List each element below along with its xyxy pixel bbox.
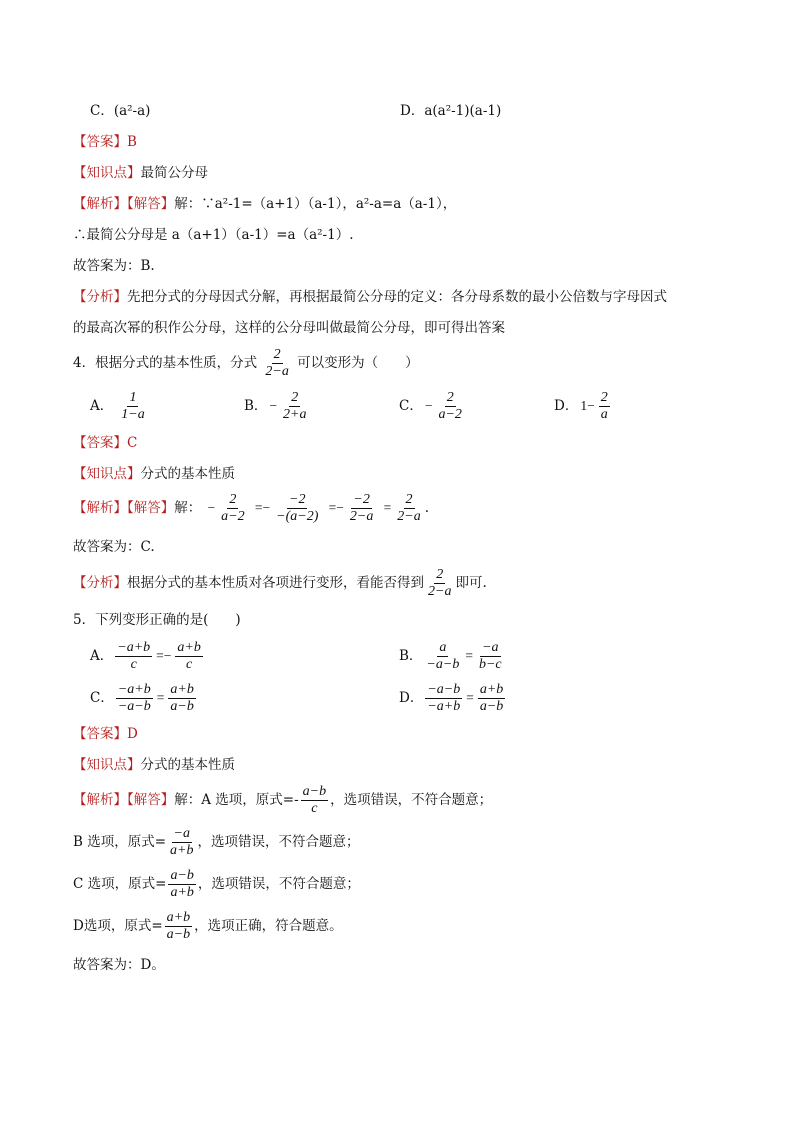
q4-stem: [73, 345, 419, 381]
option-right-fraction: [168, 682, 195, 715]
option-fraction: [436, 390, 463, 423]
option-operator: =: [465, 648, 473, 663]
q3-solution-line-2: ∴最简公分母是 a（a+1）（a-1）=a（a²-1）.: [73, 227, 354, 243]
q4-stem-tail: 可以变形为（ ）: [297, 355, 419, 371]
q5-final-answer: 故答案为：D。: [73, 957, 165, 973]
answer-value: B: [127, 134, 137, 150]
option-label: B．: [244, 398, 268, 414]
chain-fraction: [274, 492, 320, 525]
q4-option-c: [399, 388, 466, 424]
numerator: −a−b: [427, 682, 461, 697]
numerator: −a: [482, 640, 499, 655]
q5-solution-a: [73, 782, 492, 818]
option-right-fraction: [478, 682, 505, 715]
q4-option-d: [554, 388, 612, 424]
q4-stem-fraction: [263, 347, 290, 380]
q3-knowledge-line: [73, 164, 208, 182]
chain-fraction: [348, 492, 375, 525]
option-right-fraction: [175, 640, 202, 673]
q4-option-a: [90, 388, 149, 424]
denominator: −(a−2): [276, 509, 319, 524]
numerator: a+b: [166, 910, 191, 925]
option-right-fraction: [477, 640, 504, 673]
answer-tag: 【答案】: [73, 726, 127, 742]
denominator: −a−b: [117, 699, 151, 714]
numerator: 2: [436, 567, 444, 582]
option-fraction: [119, 390, 146, 423]
q5-solution-d: [73, 908, 343, 944]
option-label: D．: [399, 690, 424, 706]
chain-fraction: [219, 492, 246, 525]
knowledge-tag: 【知识点】: [73, 466, 141, 482]
analysis-tail: 即可.: [455, 575, 487, 591]
option-fraction: [281, 390, 308, 423]
option-label: D．: [554, 398, 579, 414]
q3-answer-line: [73, 133, 137, 151]
numerator: a+b: [177, 640, 201, 655]
denominator: a−b: [166, 927, 191, 942]
option-left-fraction: [115, 640, 152, 673]
numerator: 2: [229, 492, 237, 507]
denominator: 2−a: [397, 509, 421, 524]
numerator: a−b: [170, 868, 194, 883]
solution-fraction: [165, 910, 192, 943]
chain-fraction: [395, 492, 422, 525]
answer-tag: 【答案】: [73, 435, 127, 451]
solution-tag: 【解析】【解答】: [73, 500, 175, 516]
answer-value: C: [127, 435, 138, 451]
solution-tag: 【解析】【解答】: [73, 196, 175, 212]
option-prefix: 1−: [580, 398, 595, 413]
numerator: 1: [129, 390, 137, 405]
option-prefix: −: [269, 398, 278, 413]
denominator: 2−a: [349, 509, 374, 524]
denominator: b−c: [478, 657, 502, 672]
q4-answer-line: [73, 434, 137, 452]
solution-text: B 选项，原式=: [73, 834, 167, 850]
numerator: a: [439, 640, 447, 655]
numerator: −a: [173, 826, 190, 841]
option-left-fraction: [116, 682, 153, 715]
denominator: 2−a: [428, 584, 452, 599]
denominator: 2−a: [265, 364, 289, 379]
q3-solution-line-1: [73, 195, 456, 213]
denominator: −a−b: [426, 657, 460, 672]
option-operator: =: [466, 690, 474, 705]
solution-fraction: [168, 868, 195, 901]
solution-end: .: [424, 500, 430, 516]
solution-text: C 选项，原式=: [73, 876, 167, 892]
solution-verdict: ，选项错误，不符合题意；: [197, 876, 360, 892]
q5-stem: 5．下列变形正确的是( ): [73, 612, 241, 628]
q3-analysis-line-2: 的最高次幂的积作公分母，这样的公分母叫做最简公分母，即可得出答案: [73, 320, 505, 336]
numerator: 2: [600, 390, 608, 405]
q5-answer-line: [73, 725, 138, 743]
chain-operator: =: [383, 500, 392, 515]
numerator: −a+b: [117, 682, 151, 697]
option-operator: =−: [156, 648, 172, 663]
numerator: 2: [446, 390, 454, 405]
option-label: C．: [399, 398, 423, 414]
option-label: A．: [90, 398, 114, 414]
denominator: a+b: [170, 885, 194, 900]
knowledge-tag: 【知识点】: [73, 165, 141, 181]
analysis-text: 根据分式的基本性质对各项进行变形，看能否得到: [127, 575, 424, 591]
solution-verdict: ，选项正确，符合题意。: [194, 918, 343, 934]
numerator: a−b: [302, 784, 327, 799]
denominator: a−b: [170, 699, 194, 714]
option-left-fraction: [424, 640, 461, 673]
numerator: a+b: [170, 682, 194, 697]
denominator: 2+a: [283, 407, 307, 422]
denominator: c: [130, 657, 137, 672]
analysis-tag: 【分析】: [73, 575, 127, 591]
q4-final-answer: 故答案为：C.: [73, 539, 155, 555]
option-label: B．: [399, 648, 423, 664]
option-fraction: [599, 390, 610, 423]
option-prefix: −: [424, 398, 433, 413]
numerator: −a+b: [117, 640, 151, 655]
q5-option-b: [399, 638, 506, 674]
q4-knowledge-line: [73, 465, 235, 483]
chain-operator: =−: [328, 500, 344, 515]
denominator: a−2: [221, 509, 245, 524]
solution-fraction: [168, 826, 195, 859]
q4-stem-text: 4．根据分式的基本性质，分式: [73, 355, 258, 371]
solution-text: 解：A 选项，原式=-: [174, 792, 299, 808]
knowledge-tag: 【知识点】: [73, 757, 141, 773]
solution-verdict: ，选项错误，不符合题意；: [197, 834, 360, 850]
q3-option-c: C．(a²-a): [90, 103, 151, 119]
numerator: 2: [291, 390, 299, 405]
solution-tag: 【解析】【解答】: [73, 792, 175, 808]
answer-value: D: [127, 726, 138, 742]
knowledge-point: 最简公分母: [140, 165, 208, 181]
denominator: −a+b: [427, 699, 461, 714]
knowledge-point: 分式的基本性质: [140, 757, 235, 773]
solution-prefix: 解：: [174, 500, 202, 516]
q3-option-d: D．a(a²-1)(a-1): [400, 103, 502, 119]
denominator: a−2: [438, 407, 462, 422]
numerator: 2: [405, 492, 413, 507]
answer-tag: 【答案】: [73, 134, 127, 150]
denominator: c: [311, 801, 318, 816]
solution-fraction: [301, 784, 328, 817]
denominator: a+b: [170, 843, 194, 858]
analysis-text: 先把分式的分母因式分解，再根据最简公分母的定义：各分母系数的最小公倍数与字母因式: [127, 289, 667, 305]
chain-operator: −: [207, 500, 216, 515]
q5-option-d: [399, 680, 507, 716]
numerator: −2: [289, 492, 306, 507]
q5-option-a: [90, 638, 205, 674]
knowledge-point: 分式的基本性质: [140, 466, 235, 482]
denominator: 1−a: [121, 407, 145, 422]
numerator: 2: [273, 347, 281, 362]
analysis-tag: 【分析】: [73, 289, 127, 305]
q5-solution-b: [73, 824, 359, 860]
option-label: C．: [90, 690, 114, 706]
chain-operator: =−: [254, 500, 271, 515]
option-label: A．: [90, 648, 114, 664]
q5-option-c: [90, 680, 198, 716]
solution-text: 解：∵a²-1=（a+1）（a-1），a²-a=a（a-1），: [174, 196, 457, 212]
option-left-fraction: [425, 682, 462, 715]
q4-solution-line: [73, 490, 429, 526]
denominator: c: [186, 657, 193, 672]
q5-solution-c: [73, 866, 360, 902]
denominator: a−b: [479, 699, 504, 714]
option-operator: =: [156, 690, 165, 705]
solution-text: D选项，原式=: [73, 918, 163, 934]
q4-option-b: [244, 388, 311, 424]
analysis-fraction: [426, 567, 453, 600]
numerator: a+b: [479, 682, 504, 697]
numerator: −2: [353, 492, 370, 507]
q5-knowledge-line: [73, 756, 235, 774]
q4-analysis-line: [73, 565, 487, 601]
solution-verdict: ，选项错误，不符合题意；: [330, 792, 493, 808]
denominator: a: [600, 407, 608, 422]
q3-analysis-line-1: [73, 288, 667, 306]
q3-solution-line-3: 故答案为：B.: [73, 258, 155, 274]
